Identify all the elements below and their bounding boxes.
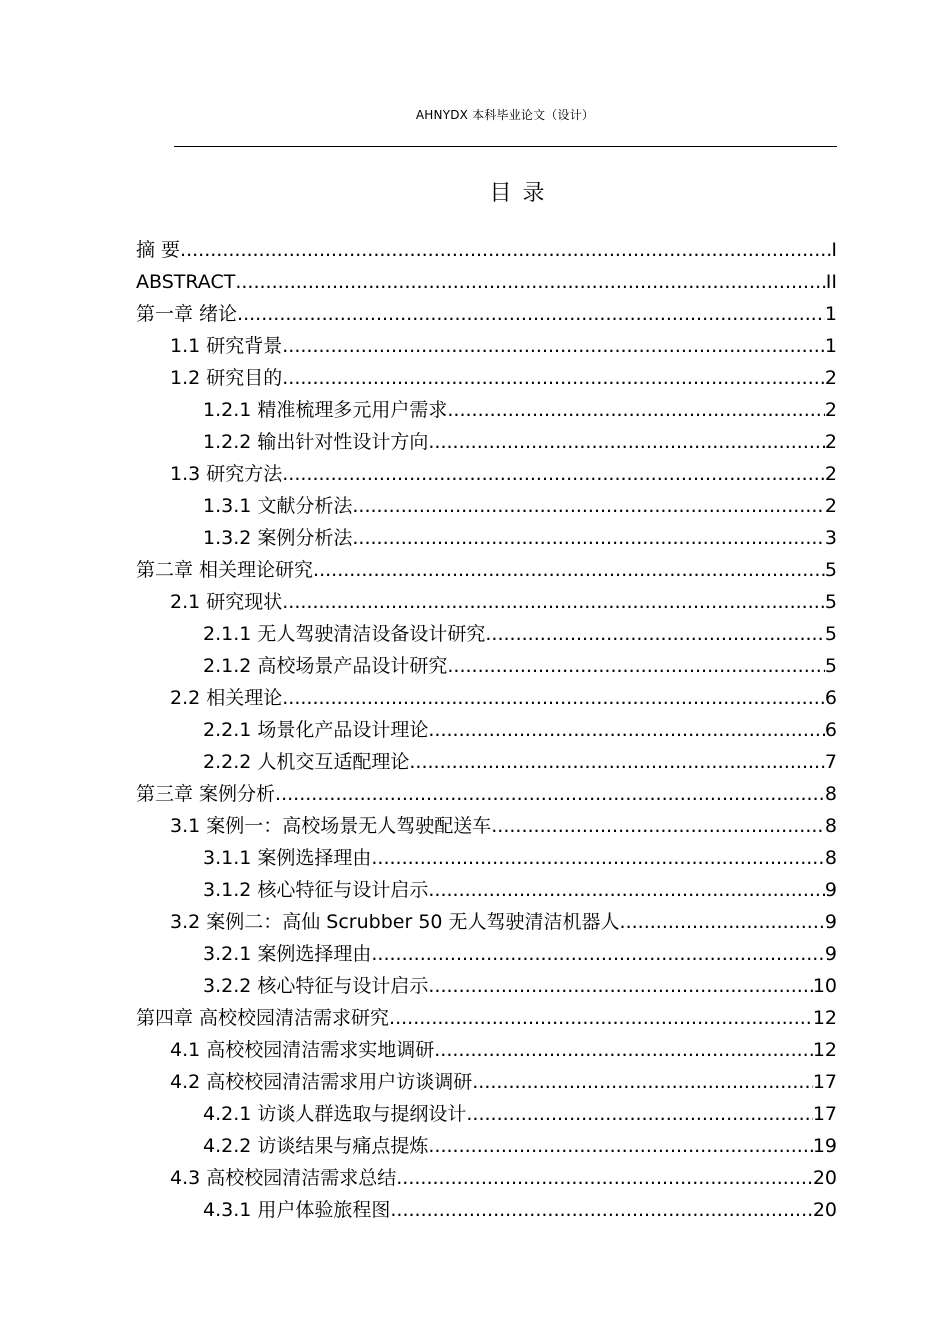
toc-entry-page-number: 9 xyxy=(824,879,837,901)
toc-dot-leader xyxy=(313,554,825,586)
toc-dot-leader xyxy=(352,490,825,522)
toc-dot-leader xyxy=(275,778,825,810)
toc-entry-page-number: 1 xyxy=(824,335,837,357)
toc-entry[interactable] xyxy=(136,970,837,1002)
toc-entry-page-number: 17 xyxy=(812,1071,837,1093)
toc-entry[interactable] xyxy=(136,938,837,970)
toc-entry-page-number: 8 xyxy=(824,783,837,805)
toc-dot-leader xyxy=(282,458,825,490)
toc-dot-leader xyxy=(396,1162,813,1194)
toc-entry-label: 1.2.2 输出针对性设计方向 xyxy=(203,431,429,453)
toc-dot-leader xyxy=(389,1002,813,1034)
toc-entry[interactable] xyxy=(136,394,837,426)
toc-dot-leader xyxy=(428,874,825,906)
toc-entry-label: 第四章 高校校园清洁需求研究 xyxy=(136,1007,390,1029)
toc-entry-label: 3.2.2 核心特征与设计启示 xyxy=(203,975,429,997)
toc-entry-page-number: 2 xyxy=(824,463,837,485)
toc-entry-label: 3.2 案例二：高仙 Scrubber 50 无人驾驶清洁机器人 xyxy=(170,911,620,933)
table-of-contents xyxy=(136,234,837,1226)
toc-dot-leader xyxy=(428,970,812,1002)
toc-entry-page-number: 9 xyxy=(824,943,837,965)
toc-entry-page-number: 8 xyxy=(824,815,837,837)
toc-entry-label: 2.1 研究现状 xyxy=(170,591,283,613)
toc-entry[interactable] xyxy=(136,1194,837,1226)
toc-entry-label: 2.2 相关理论 xyxy=(170,687,283,709)
toc-entry-label: 摘 要 xyxy=(136,239,181,261)
toc-entry[interactable] xyxy=(136,1130,837,1162)
toc-entry[interactable] xyxy=(136,906,837,938)
toc-entry-label: 2.2.2 人机交互适配理论 xyxy=(203,751,410,773)
toc-dot-leader xyxy=(371,842,825,874)
toc-dot-leader xyxy=(282,330,825,362)
toc-entry-page-number: 2 xyxy=(824,367,837,389)
toc-entry[interactable] xyxy=(136,362,837,394)
toc-entry[interactable] xyxy=(136,1002,837,1034)
toc-entry-page-number: 9 xyxy=(824,911,837,933)
toc-entry-label: 4.3.1 用户体验旅程图 xyxy=(203,1199,391,1221)
toc-entry[interactable] xyxy=(136,266,837,298)
running-header: AHNYDX 本科毕业论文（设计） xyxy=(415,108,595,122)
toc-entry[interactable] xyxy=(136,490,837,522)
toc-entry-label: 2.2.1 场景化产品设计理论 xyxy=(203,719,429,741)
toc-entry-label: 4.2.1 访谈人群选取与提纲设计 xyxy=(203,1103,467,1125)
toc-entry[interactable] xyxy=(136,458,837,490)
toc-entry-label: 4.2.2 访谈结果与痛点提炼 xyxy=(203,1135,429,1157)
toc-dot-leader xyxy=(466,1098,812,1130)
header-divider xyxy=(174,146,837,147)
toc-dot-leader xyxy=(447,394,825,426)
toc-entry[interactable] xyxy=(136,746,837,778)
toc-entry[interactable] xyxy=(136,682,837,714)
toc-entry-page-number: 20 xyxy=(812,1199,837,1221)
toc-entry-page-number: 12 xyxy=(812,1007,837,1029)
toc-entry[interactable] xyxy=(136,298,837,330)
toc-dot-leader xyxy=(282,586,825,618)
toc-dot-leader xyxy=(428,714,825,746)
toc-entry[interactable] xyxy=(136,586,837,618)
toc-dot-leader xyxy=(428,426,825,458)
toc-entry-page-number: 3 xyxy=(824,527,837,549)
toc-dot-leader xyxy=(620,906,825,938)
toc-entry[interactable] xyxy=(136,650,837,682)
toc-entry-page-number: 8 xyxy=(824,847,837,869)
toc-entry-page-number: 7 xyxy=(824,751,837,773)
toc-entry-label: 2.1.2 高校场景产品设计研究 xyxy=(203,655,448,677)
toc-dot-leader xyxy=(491,810,825,842)
toc-entry-page-number: 20 xyxy=(812,1167,837,1189)
toc-entry-page-number: 2 xyxy=(824,431,837,453)
toc-entry[interactable] xyxy=(136,778,837,810)
toc-dot-leader xyxy=(447,650,825,682)
toc-dot-leader xyxy=(282,362,825,394)
toc-entry[interactable] xyxy=(136,1034,837,1066)
toc-dot-leader xyxy=(409,746,825,778)
toc-entry-label: 3.1 案例一：高校场景无人驾驶配送车 xyxy=(170,815,492,837)
toc-entry-page-number: 12 xyxy=(812,1039,837,1061)
toc-entry[interactable] xyxy=(136,1066,837,1098)
toc-entry-page-number: 19 xyxy=(812,1135,837,1157)
toc-entry-page-number: 5 xyxy=(824,655,837,677)
toc-entry[interactable] xyxy=(136,874,837,906)
toc-entry-label: 第一章 绪论 xyxy=(136,303,238,325)
toc-entry[interactable] xyxy=(136,810,837,842)
toc-entry-label: 3.1.2 核心特征与设计启示 xyxy=(203,879,429,901)
toc-dot-leader xyxy=(371,938,825,970)
toc-entry-label: 4.2 高校校园清洁需求用户访谈调研 xyxy=(170,1071,473,1093)
toc-dot-leader xyxy=(472,1066,813,1098)
toc-entry-page-number: 6 xyxy=(824,687,837,709)
toc-entry[interactable] xyxy=(136,234,837,266)
toc-entry-label: 4.1 高校校园清洁需求实地调研 xyxy=(170,1039,435,1061)
toc-entry-page-number: II xyxy=(825,271,837,293)
toc-entry[interactable] xyxy=(136,618,837,650)
toc-dot-leader xyxy=(282,682,825,714)
toc-entry-label: 1.2 研究目的 xyxy=(170,367,283,389)
toc-entry-page-number: 5 xyxy=(824,591,837,613)
toc-entry[interactable] xyxy=(136,714,837,746)
toc-entry-label: 1.3 研究方法 xyxy=(170,463,283,485)
toc-entry[interactable] xyxy=(136,426,837,458)
toc-entry-label: 3.1.1 案例选择理由 xyxy=(203,847,372,869)
toc-entry-page-number: 2 xyxy=(824,399,837,421)
toc-dot-leader xyxy=(352,522,825,554)
toc-entry-page-number: 1 xyxy=(824,303,837,325)
toc-entry-label: 第三章 案例分析 xyxy=(136,783,276,805)
toc-entry-page-number: 6 xyxy=(824,719,837,741)
toc-dot-leader xyxy=(180,234,831,266)
toc-entry-label: 1.3.1 文献分析法 xyxy=(203,495,353,517)
toc-entry-page-number: 17 xyxy=(812,1103,837,1125)
toc-entry-page-number: 5 xyxy=(824,623,837,645)
toc-dot-leader xyxy=(235,266,825,298)
toc-entry-label: 4.3 高校校园清洁需求总结 xyxy=(170,1167,397,1189)
toc-entry-label: 1.1 研究背景 xyxy=(170,335,283,357)
toc-entry-label: ABSTRACT xyxy=(136,271,236,293)
toc-entry[interactable] xyxy=(136,330,837,362)
toc-dot-leader xyxy=(390,1194,812,1226)
toc-dot-leader xyxy=(237,298,825,330)
toc-entry[interactable] xyxy=(136,1162,837,1194)
toc-entry-page-number: I xyxy=(831,239,837,261)
toc-entry-label: 2.1.1 无人驾驶清洁设备设计研究 xyxy=(203,623,486,645)
toc-entry-label: 1.3.2 案例分析法 xyxy=(203,527,353,549)
toc-entry-label: 1.2.1 精准梳理多元用户需求 xyxy=(203,399,448,421)
toc-entry-label: 第二章 相关理论研究 xyxy=(136,559,314,581)
toc-entry[interactable] xyxy=(136,522,837,554)
toc-entry[interactable] xyxy=(136,1098,837,1130)
toc-entry-page-number: 10 xyxy=(812,975,837,997)
toc-dot-leader xyxy=(434,1034,813,1066)
toc-dot-leader xyxy=(485,618,825,650)
toc-entry-label: 3.2.1 案例选择理由 xyxy=(203,943,372,965)
toc-title: 目 录 xyxy=(489,181,547,206)
toc-entry[interactable] xyxy=(136,554,837,586)
toc-dot-leader xyxy=(428,1130,812,1162)
toc-entry-page-number: 5 xyxy=(824,559,837,581)
toc-entry-page-number: 2 xyxy=(824,495,837,517)
toc-entry[interactable] xyxy=(136,842,837,874)
